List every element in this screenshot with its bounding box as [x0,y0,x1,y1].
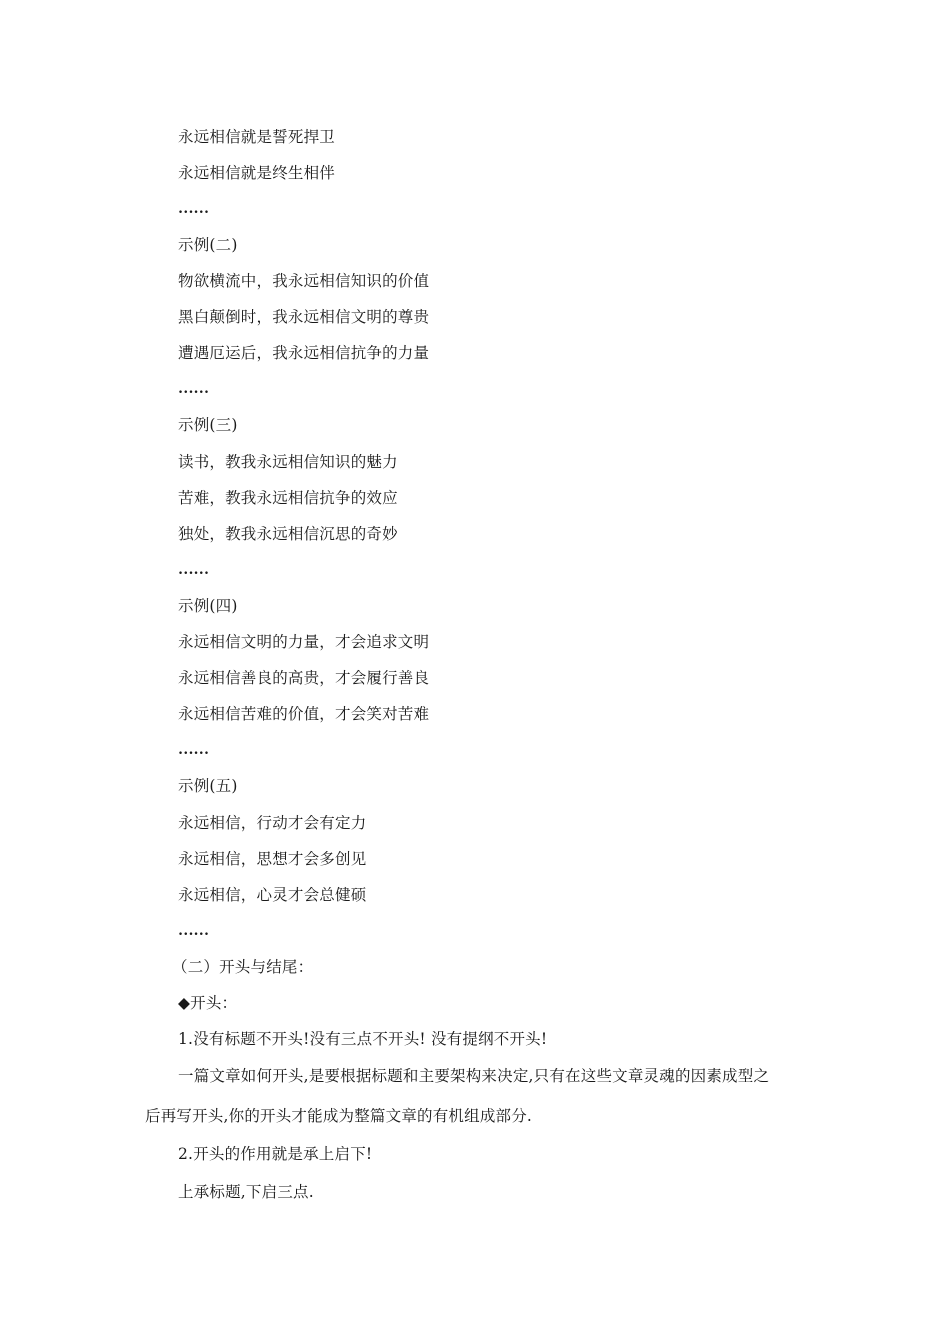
text-line: 永远相信就是终生相伴 [178,164,336,182]
subsection-heading: ◆开头： [178,994,238,1012]
text-line: 物欲横流中，我永远相信知识的价值 [178,272,430,290]
text-line: 永远相信苦难的价值，才会笑对苦难 [178,705,430,723]
text-line: 永远相信就是誓死捍卫 [178,128,336,146]
example-heading: 示例(二) [178,236,238,254]
text-line: 苦难，教我永远相信抗争的效应 [178,489,398,507]
example-heading: 示例(三) [178,416,238,434]
ellipsis-line: …… [178,200,209,217]
text-line: 永远相信，心灵才会总健硕 [178,886,367,904]
text-line: 读书，教我永远相信知识的魅力 [178,453,398,471]
text-line: 永远相信，行动才会有定力 [178,814,367,832]
example-heading: 示例(四) [178,597,238,615]
text-line: 永远相信文明的力量，才会追求文明 [178,633,430,651]
numbered-point: 2.开头的作用就是承上启下! [178,1145,373,1163]
paragraph-line: 一篇文章如何开头,是要根据标题和主要架构来决定,只有在这些文章灵魂的因素成型之 [178,1067,770,1085]
ellipsis-line: …… [178,922,209,939]
text-line: 黑白颠倒时，我永远相信文明的尊贵 [178,308,430,326]
ellipsis-line: …… [178,561,209,578]
numbered-point: 1.没有标题不开头!没有三点不开头! 没有提纲不开头! [178,1030,548,1048]
text-line: 上承标题,下启三点. [178,1183,314,1201]
ellipsis-line: …… [178,380,209,397]
example-heading: 示例(五) [178,777,238,795]
text-line: 永远相信，思想才会多创见 [178,850,367,868]
paragraph-line: 后再写开头,你的开头才能成为整篇文章的有机组成部分. [145,1107,533,1125]
text-line: 独处，教我永远相信沉思的奇妙 [178,525,398,543]
ellipsis-line: …… [178,741,209,758]
section-heading: （二）开头与结尾： [172,958,314,976]
text-line: 永远相信善良的高贵，才会履行善良 [178,669,430,687]
text-line: 遭遇厄运后，我永远相信抗争的力量 [178,344,430,362]
